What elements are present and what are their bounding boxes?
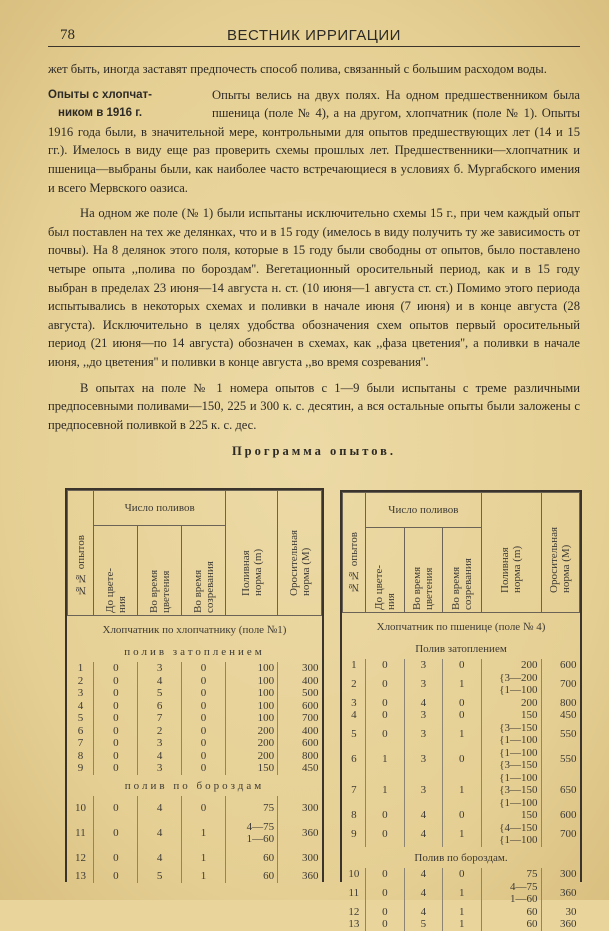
table-row bbox=[68, 662, 322, 675]
header-experiment-number-label: №№ опытов bbox=[348, 531, 361, 593]
cell: 600 bbox=[541, 659, 579, 672]
cell: 200 bbox=[225, 725, 277, 738]
cell: 3 bbox=[404, 772, 442, 810]
cell: 450 bbox=[278, 762, 322, 775]
table-row bbox=[68, 675, 322, 688]
header-during-ripening bbox=[182, 526, 226, 616]
cell: 600 bbox=[278, 737, 322, 750]
paragraph-3: На одном же поле (№ 1) были испытаны исключительно схемы 15 г., при чем каждый опыт был поставлен на тех же делянках, что и в 15 году (имелось в виду получить ту же зависимость от почвы). На 8 делянок этого поля, которые в 15 году были свободны от опытов, было поставлено четыре опыта ,,полива по бороздам''. Вегетационный оросительный период, как и в 15 году выбран в пределах 23 июня—14 августа н. ст. (10 июня—1 августа ст. ст.) Помимо этого периода испытывались в некоторых схемах и поливки в начале июня (7 июня) и в конце августа (28 августа). Исключительно в целях удобства обозначения схем опытов первый оросительный период (21 июня—по 14 августа) обозначен в схемах, как ,,фаза цветения'', а поливки в начале июня, ,,до цветения'' и поливки в конце августа ,,во время созревания''. bbox=[48, 206, 580, 369]
header-irrigation-norm-label: Поливная норма (m) bbox=[239, 548, 264, 596]
cell: 4 bbox=[404, 809, 442, 822]
cell: 7 bbox=[351, 784, 357, 796]
cell: 150 bbox=[481, 709, 541, 722]
cell: 1 bbox=[366, 772, 404, 810]
cell: 30 bbox=[541, 906, 579, 919]
cell: 200 bbox=[225, 737, 277, 750]
cell: 150 bbox=[225, 762, 277, 775]
cell: 0 bbox=[94, 750, 138, 763]
table-cotton-after-wheat bbox=[340, 490, 582, 930]
cell: 11 bbox=[348, 886, 360, 899]
section-label: Полив по бороздам. bbox=[414, 851, 508, 864]
cell: 1 bbox=[443, 722, 481, 747]
cell: 0 bbox=[182, 762, 226, 775]
cell: 75 bbox=[225, 796, 277, 815]
program-title: Программа опытов. bbox=[231, 444, 397, 459]
cell: 1 bbox=[443, 822, 481, 847]
running-header bbox=[48, 24, 580, 47]
cell: 3 bbox=[77, 687, 84, 699]
page-number: 78 bbox=[60, 27, 75, 43]
table-row bbox=[68, 846, 322, 865]
cell: 0 bbox=[366, 672, 404, 697]
cell: 700 bbox=[278, 712, 322, 725]
cell: 3 bbox=[351, 696, 357, 709]
cell: 360 bbox=[278, 864, 322, 883]
cell: 0 bbox=[366, 709, 404, 722]
header-before-flowering-label: До цвете- ния bbox=[372, 564, 397, 610]
cell: 360 bbox=[541, 881, 579, 906]
cell: 0 bbox=[182, 662, 226, 675]
cell: 300 bbox=[278, 846, 322, 865]
cell: 4 bbox=[138, 846, 182, 865]
cell: 6 bbox=[138, 700, 182, 713]
cell: 0 bbox=[182, 725, 226, 738]
cell: 0 bbox=[94, 796, 138, 815]
cell: 0 bbox=[94, 864, 138, 883]
cell: 1 bbox=[443, 918, 481, 931]
header-before-flowering bbox=[94, 526, 138, 616]
cell: 3 bbox=[138, 762, 182, 775]
cell: 300 bbox=[541, 868, 579, 881]
table-row bbox=[343, 868, 580, 881]
table-row bbox=[343, 906, 580, 919]
cell: 550 bbox=[541, 747, 579, 772]
cell: 5 bbox=[77, 712, 84, 724]
cell: 100 bbox=[225, 662, 277, 675]
cell: 0 bbox=[94, 846, 138, 865]
table-row bbox=[343, 822, 580, 847]
cell: 300 bbox=[278, 662, 322, 675]
paragraph-4: В опытах на поле № 1 номера опытов с 1—9 были испытаны с треме различными предпосевными поливами—150, 225 и 300 к. с. десятин, а вся остальные опыты были заложены с предпосевной поливкой в 225 к. с. дес. bbox=[48, 380, 580, 432]
cell: 0 bbox=[443, 809, 481, 822]
cell: 10 bbox=[74, 802, 86, 814]
cell: 0 bbox=[366, 868, 404, 881]
table-subtitle: Хлопчатник по пшенице (поле № 4) bbox=[376, 621, 546, 633]
section-label: полив затоплением bbox=[124, 645, 265, 658]
cell: 4 bbox=[404, 868, 442, 881]
cell: 0 bbox=[94, 687, 138, 700]
header-experiment-number bbox=[68, 491, 94, 616]
cell: 200 bbox=[481, 659, 541, 672]
header-before-flowering bbox=[366, 528, 404, 613]
cell: 0 bbox=[182, 796, 226, 815]
cell: 0 bbox=[443, 709, 481, 722]
cell: 400 bbox=[278, 725, 322, 738]
cell: 0 bbox=[366, 809, 404, 822]
table-row bbox=[68, 712, 322, 725]
header-during-flowering bbox=[138, 526, 182, 616]
side-heading-line-2: ником в 1916 г. bbox=[58, 107, 143, 120]
header-total-norm bbox=[278, 491, 322, 616]
cell: 1 bbox=[182, 864, 226, 883]
table-row bbox=[343, 747, 580, 772]
table-row bbox=[343, 722, 580, 747]
side-heading bbox=[48, 86, 206, 123]
cell: 4 bbox=[138, 815, 182, 846]
cell: 9 bbox=[351, 827, 357, 840]
cell: 0 bbox=[366, 906, 404, 919]
cell: 0 bbox=[94, 700, 138, 713]
cell: 75 bbox=[481, 868, 541, 881]
header-experiment-number bbox=[343, 493, 366, 613]
cell: 700 bbox=[541, 822, 579, 847]
cell: 800 bbox=[278, 750, 322, 763]
cell: {3—200 {1—100 bbox=[481, 672, 541, 697]
cell: 0 bbox=[182, 675, 226, 688]
cell: 0 bbox=[366, 881, 404, 906]
cell: 4—75 1—60 bbox=[481, 881, 541, 906]
cell: 100 bbox=[225, 687, 277, 700]
cell: 1 bbox=[182, 815, 226, 846]
table-row bbox=[68, 700, 322, 713]
cell: 0 bbox=[366, 918, 404, 931]
header-total-norm-label: Оросительная норма (M) bbox=[548, 526, 573, 593]
cell: 600 bbox=[541, 809, 579, 822]
cell: 800 bbox=[541, 697, 579, 710]
header-irrigation-norm bbox=[481, 493, 541, 613]
cell: {1—100 {3—150 bbox=[481, 747, 541, 772]
cell: 10 bbox=[348, 868, 360, 880]
cell: 8 bbox=[77, 749, 84, 762]
cell: 650 bbox=[541, 772, 579, 810]
cell: 1 bbox=[366, 747, 404, 772]
table-row bbox=[343, 918, 580, 931]
cell: 0 bbox=[94, 675, 138, 688]
cell: 1 bbox=[443, 772, 481, 810]
cell: 400 bbox=[278, 675, 322, 688]
cell: 4 bbox=[404, 822, 442, 847]
journal-title: ВЕСТНИК ИРРИГАЦИИ bbox=[227, 27, 401, 44]
cell: 1 bbox=[182, 846, 226, 865]
article-body bbox=[48, 60, 580, 461]
cell: 0 bbox=[366, 822, 404, 847]
table-row bbox=[68, 815, 322, 846]
cell: 600 bbox=[278, 700, 322, 713]
table-row bbox=[68, 687, 322, 700]
cell: {1—100 {3—150 {1—100 bbox=[481, 772, 541, 810]
section-label: полив по бороздам bbox=[124, 779, 265, 792]
cell: 60 bbox=[225, 864, 277, 883]
table-subtitle: Хлопчатник по хлопчатнику (поле №1) bbox=[102, 624, 287, 636]
header-total-norm bbox=[541, 493, 579, 613]
cell: 2 bbox=[138, 725, 182, 738]
cell: 0 bbox=[94, 662, 138, 675]
cell: 8 bbox=[351, 809, 357, 821]
table-row bbox=[68, 762, 322, 775]
table-row bbox=[343, 697, 580, 710]
cell: 7 bbox=[138, 712, 182, 725]
cell: 4 bbox=[404, 697, 442, 710]
cell: {3—150 {1—100 bbox=[481, 722, 541, 747]
cell: {4—150 {1—100 bbox=[481, 822, 541, 847]
cell: 0 bbox=[366, 659, 404, 672]
cell: 60 bbox=[481, 906, 541, 919]
paragraph-1: жет быть, иногда заставят предпочесть способ полива, связанный с большим расходом воды. bbox=[48, 62, 547, 76]
cell: 1 bbox=[77, 662, 84, 674]
header-during-ripening-label: Во время созревания bbox=[191, 561, 216, 613]
cell: 3 bbox=[138, 737, 182, 750]
cell: 1 bbox=[443, 672, 481, 697]
cell: 360 bbox=[541, 918, 579, 931]
header-irrigation-norm-label: Поливная норма (m) bbox=[499, 545, 523, 593]
paragraph-2 bbox=[48, 86, 580, 198]
cell: 0 bbox=[182, 700, 226, 713]
cell: 100 bbox=[225, 700, 277, 713]
cell: 0 bbox=[94, 815, 138, 846]
cell: 550 bbox=[541, 722, 579, 747]
cell: 9 bbox=[77, 762, 84, 774]
cell: 13 bbox=[348, 918, 360, 930]
header-during-ripening bbox=[443, 528, 481, 613]
header-irrigation-count: Число поливов bbox=[366, 493, 481, 528]
cell: 500 bbox=[278, 687, 322, 700]
cell: 13 bbox=[74, 870, 86, 882]
cell: 2 bbox=[351, 677, 357, 690]
cell: 6 bbox=[77, 724, 84, 737]
cell: 0 bbox=[443, 697, 481, 710]
cell: 0 bbox=[182, 750, 226, 763]
cell: 4 bbox=[77, 699, 84, 712]
cell: 0 bbox=[94, 725, 138, 738]
cell: 200 bbox=[225, 750, 277, 763]
cell: 12 bbox=[348, 905, 360, 918]
cell: 5 bbox=[351, 727, 357, 740]
cell: 3 bbox=[404, 747, 442, 772]
cell: 100 bbox=[225, 712, 277, 725]
table-row bbox=[343, 881, 580, 906]
table-row bbox=[343, 672, 580, 697]
header-irrigation-count: Число поливов bbox=[94, 491, 225, 526]
cell: 4 bbox=[404, 881, 442, 906]
table-row bbox=[343, 809, 580, 822]
cell: 0 bbox=[443, 868, 481, 881]
cell: 12 bbox=[74, 851, 86, 864]
cell: 4 bbox=[138, 675, 182, 688]
header-experiment-number-label: №№ опытов bbox=[74, 534, 87, 596]
cell: 0 bbox=[94, 737, 138, 750]
cell: 100 bbox=[225, 675, 277, 688]
cell: 4 bbox=[138, 750, 182, 763]
cell: 0 bbox=[443, 659, 481, 672]
table-cotton-after-cotton bbox=[65, 488, 324, 882]
header-during-flowering bbox=[404, 528, 442, 613]
cell: 4 bbox=[138, 796, 182, 815]
header-irrigation-norm bbox=[225, 491, 277, 616]
cell: 3 bbox=[404, 659, 442, 672]
cell: 0 bbox=[366, 697, 404, 710]
cell: 3 bbox=[404, 672, 442, 697]
side-heading-line-1: Опыты с хлопчат- bbox=[48, 88, 153, 101]
cell: 4 bbox=[351, 709, 357, 721]
cell: 4—75 1—60 bbox=[225, 815, 277, 846]
cell: 150 bbox=[481, 809, 541, 822]
cell: 3 bbox=[404, 709, 442, 722]
cell: 700 bbox=[541, 672, 579, 697]
cell: 0 bbox=[94, 712, 138, 725]
cell: 450 bbox=[541, 709, 579, 722]
cell: 3 bbox=[138, 662, 182, 675]
header-during-ripening-label: Во время созревания bbox=[449, 558, 474, 610]
cell: 5 bbox=[404, 918, 442, 931]
cell: 0 bbox=[182, 687, 226, 700]
cell: 6 bbox=[351, 752, 357, 765]
cell: 0 bbox=[182, 712, 226, 725]
table-row bbox=[68, 737, 322, 750]
header-total-norm-label: Оросительная норма (M) bbox=[287, 529, 312, 596]
table-row bbox=[68, 725, 322, 738]
cell: 7 bbox=[77, 737, 84, 749]
section-label: Полив затоплением bbox=[415, 642, 507, 655]
cell: 0 bbox=[443, 747, 481, 772]
cell: 3 bbox=[404, 722, 442, 747]
table-row bbox=[68, 796, 322, 815]
cell: 1 bbox=[443, 906, 481, 919]
cell: 360 bbox=[278, 815, 322, 846]
table-row bbox=[68, 750, 322, 763]
header-before-flowering-label: До цвете- ния bbox=[103, 567, 128, 613]
table-row bbox=[343, 709, 580, 722]
header-during-flowering-label: Во время цветения bbox=[147, 569, 172, 613]
cell: 5 bbox=[138, 864, 182, 883]
cell: 0 bbox=[366, 722, 404, 747]
paragraph-2-text: Опыты велись на двух полях. На одном предшественником была пшеница (поле № 4), а на другом, хлопчатник (поле № 1). Опыты 1916 года были, в значительной мере, контрольными для опытов предшествующих лет (14 и 15 гг.). Имелось в виду еще раз проверить схемы прошлых лет. Предшественники—хлопчатник и пшеница—выбраны были, как наиболее часто встречающиеся в условиях б. Мургабского имения и всего Мервского оазиса. bbox=[48, 87, 580, 195]
cell: 60 bbox=[225, 846, 277, 865]
cell: 4 bbox=[404, 906, 442, 919]
cell: 0 bbox=[94, 762, 138, 775]
table-row bbox=[343, 659, 580, 672]
table-row bbox=[68, 864, 322, 883]
cell: 2 bbox=[77, 674, 84, 687]
cell: 0 bbox=[182, 737, 226, 750]
cell: 300 bbox=[278, 796, 322, 815]
cell: 11 bbox=[75, 826, 86, 839]
cell: 1 bbox=[351, 659, 357, 671]
header-during-flowering-label: Во время цветения bbox=[411, 566, 436, 610]
cell: 60 bbox=[481, 918, 541, 931]
table-row bbox=[343, 772, 580, 810]
cell: 200 bbox=[481, 697, 541, 710]
cell: 1 bbox=[443, 881, 481, 906]
cell: 5 bbox=[138, 687, 182, 700]
